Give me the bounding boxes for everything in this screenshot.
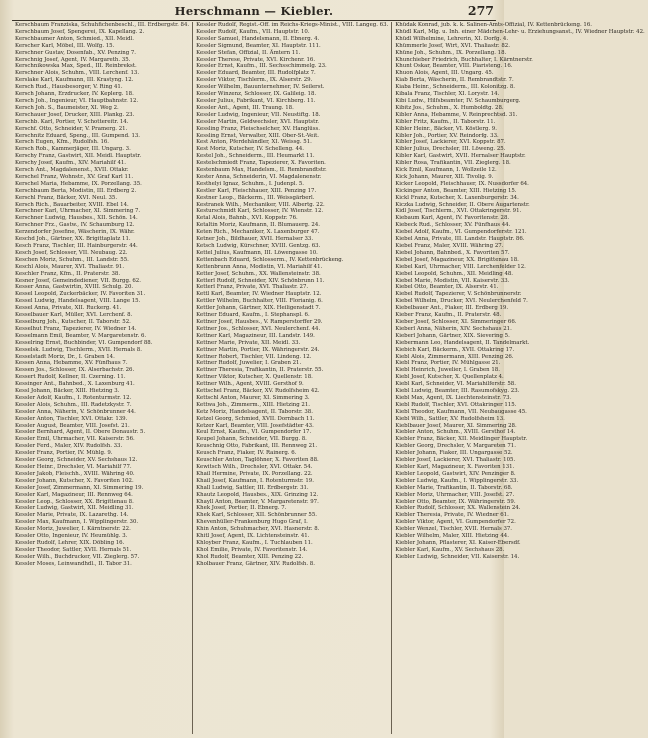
directory-entry: Keul Ernst, Kaufm., VI. Gumpendorfer 17. bbox=[196, 429, 312, 436]
directory-entry: Kessler Rudolf, Kaufm., VII. Hauptstr. 10. bbox=[196, 28, 310, 35]
directory-entry: Kerschnitz Eduard, Speng., III. Gumpend. 13. bbox=[15, 132, 141, 139]
directory-entry: Kerschy Josef, Kaufm., XIV. Mariahilf 41. bbox=[15, 160, 127, 167]
directory-entry: Khüdl Karl, Mlg. u. Inh. einer Mädchen-Lehr- u. Erziehungsanst., IV. Wiedner Hauptstr. 42. bbox=[395, 28, 645, 35]
directory-entry: Kesselhut Franz, Tapezierer, IV. Wiedner 14. bbox=[15, 325, 137, 332]
directory-entry: Kerschbaum Josef, Spengerei, IX. Kapellang. 2. bbox=[15, 28, 145, 35]
directory-entry: Kersch Johann, Erzdrucker, IV. Keplerg. 18. bbox=[15, 91, 134, 98]
directory-entry: Kiebler Theresia, Private, IV. Wiedner 61. bbox=[395, 512, 509, 519]
directory-entry: Kiebel Marie, Modistin, VII. Kaiserstr. 33. bbox=[395, 277, 510, 284]
directory-entry: Kiebel Anna, Private, III. Landstr. Hauptstr. 86. bbox=[395, 236, 525, 243]
directory-entry: Kiebler Anton, Schuhm., XVIII. Gersthof 14. bbox=[395, 429, 516, 436]
directory-entry: Kiebl Karl, Schneider, VI. Mariahilferstr. 58. bbox=[395, 381, 516, 388]
directory-entry: Kettner Karl, Magazineur, III. Landstr. 149. bbox=[196, 332, 315, 339]
directory-entry: Kibler Josef, Lackierer, XVI. Koppstr. 87. bbox=[395, 139, 506, 146]
directory-entry: Khitl Josef, Agent, IX. Lichtensteinstr. 41. bbox=[196, 533, 310, 540]
directory-entry: Keschd Joh., Gärtner, XX. Brigittaplatz 11. bbox=[15, 236, 131, 243]
directory-entry: Kessler Heinr., Drechsler, VI. Mariahilf 77. bbox=[15, 464, 132, 470]
page-header bbox=[12, 4, 496, 21]
running-head: Herschmann — Kiebler. bbox=[174, 4, 334, 18]
directory-entry: Khail Hermine, Private, IX. Porzellang. 22. bbox=[196, 470, 313, 477]
directory-entry: Kessinger Ant., Bahnbed., X. Laxenburg 41. bbox=[15, 381, 135, 388]
directory-entry: Kibler Anna, Hebamme, V. Reinprechtsd. 31. bbox=[395, 111, 518, 118]
directory-entry: Kiebl Max, Agent, IX. Liechtensteinstr. 73. bbox=[395, 394, 512, 401]
directory-entry: Keten Rich., Mechaniker, X. Laxenburger 47. bbox=[196, 229, 320, 236]
directory-entry: Kerschbaum Franziska, Schuhfichenbeschl., III. Erdbergstr. 84. bbox=[15, 22, 190, 28]
directory-entry: Kest Anton, Pferdehändler, XI. Weissg. 51. bbox=[196, 139, 312, 146]
directory-entry: Kiebl Alois, Zimmermann, XIII. Penzing 26. bbox=[395, 353, 514, 360]
directory-entry: Kessel Ludwig, Handelsagent, VIII. Lange 15. bbox=[15, 298, 141, 305]
directory-entry: Kiebler Ludwig, Kaufm., I. Wipplingerstr. 33. bbox=[395, 477, 519, 484]
directory-entry: Khayll Anton, Beamter, V. Margaretenstr. 97. bbox=[196, 498, 319, 505]
directory-entry: Kesselstadt Moriz, Dr., I. Graben 14. bbox=[15, 353, 115, 360]
directory-entry: Kessler Sigmund, Beamter, XI. Hauptstr. 111. bbox=[196, 42, 321, 49]
directory-entry: Keschl Alois, Maurer, XVI. Thaliastr. 91. bbox=[15, 263, 125, 270]
directory-entry: Kiebler Ludwig, Schneider, VII. Kaiserstr. 14. bbox=[395, 553, 520, 560]
directory-entry: Kesselring Ernst, Buchbinder, VI. Gumpendorf 88. bbox=[15, 339, 153, 346]
directory-entry: Kessler Karl, Magazineur, III. Rennweg 64. bbox=[15, 491, 133, 498]
directory-entry: Khall Ludwig, Sattler, III. Erdbergstr. 31. bbox=[196, 484, 309, 491]
directory-entry: Kettenbach Eduard, Schlosserm., IV. Kettenbrückeng. bbox=[196, 256, 344, 263]
directory-entry: Kestler Karl, Fleischhauer, XIII. Penzing 17. bbox=[196, 187, 317, 194]
directory-entry: Kiebl Heinrich, Juwelier, I. Graben 18. bbox=[395, 367, 500, 374]
directory-entry: Kieberl Anna, Näherin, XIV. Sechshaus 21. bbox=[395, 325, 512, 332]
directory-entry: Kesser Anna, Gastwirtin, XVIII. Schulg. 20. bbox=[15, 284, 134, 291]
directory-entry: Kessler Theodor, Sattler, XVII. Hernals 51. bbox=[15, 546, 132, 553]
directory-entry: Kessling Ernst, Verwalter, XIII. Ober-St.-Veit. bbox=[196, 132, 319, 139]
directory-entry: Kerschnikowska Max, Sped., III. Reinbrekst. bbox=[15, 63, 137, 70]
directory-entry: Kiebler Moriz, Uhrmacher, VIII. Josefst. 27. bbox=[395, 491, 515, 498]
directory-entry: Ketal Alois, Bahnb., XVI. Koppstr. 76. bbox=[196, 215, 298, 222]
directory-entry: Kesselmann Emil, Beamter, V. Margaretenstr. 6. bbox=[15, 332, 147, 339]
directory-entry: Kettner Josef, Hausbes., V. Ramperstorffer 29. bbox=[196, 318, 323, 325]
directory-entry: Kettschl Anton, Maurer, XI. Simmering 3. bbox=[196, 394, 310, 401]
directory-entry: Kiebler Georg, Drechsler, V. Margareten 71. bbox=[395, 443, 516, 450]
directory-entry: Kessler Ludwig, Ingenieur, VII. Neustiftg. 18. bbox=[196, 111, 321, 118]
directory-entry: Kessler Therese, Private, XVI. Kirchenr. 16. bbox=[196, 56, 316, 63]
directory-entry: Kettwa Joh., Zimmerm., XIII. Hietzing 21. bbox=[196, 401, 311, 408]
directory-entry: Kiebelbauer Ant., Fiaker, III. Erdberg 19. bbox=[395, 305, 509, 312]
directory-entry: Kettner Rudolf, Juwelier, I. Graben 21. bbox=[196, 360, 302, 367]
directory-entry: Kiebler Josef, Lackierer, XVI. Thaliastr. 105. bbox=[395, 457, 516, 464]
directory-entry: Kiebaum Karl, Agent, IV. Favoritenstr. 28. bbox=[395, 215, 510, 222]
directory-entry: Kessler Josef, Zimmermann, XI. Simmering 19. bbox=[15, 484, 144, 491]
directory-entry: Kettl Karl, Beamter, IV. Wiedner Hauptstr. 12. bbox=[196, 291, 322, 298]
directory-entry: Kiebler Karl, Kaufm., XV. Sechshaus 28. bbox=[395, 546, 505, 553]
directory-entry: Kieberl Johann, Gärtner, XIX. Sievering 5. bbox=[395, 332, 510, 339]
directory-entry: Kettner Martin, Portier, IX. Währingerstr. 24. bbox=[196, 346, 320, 353]
directory-entry: Kick Emil, Kaufmann, I. Wollzeile 12. bbox=[395, 167, 497, 174]
directory-entry: Kessler Franz, Portier, IV. Mühlg. 9. bbox=[15, 450, 113, 457]
directory-entry: Kiebl Franz, Portier, IV. Mühlgasse 21. bbox=[395, 360, 501, 367]
directory-entry: Kiebl Theodor, Kaufmann, VII. Neubaugasse 45. bbox=[395, 408, 527, 415]
directory-entry: Kersch Rob., Kammerjäger, III. Ungarg. 3. bbox=[15, 146, 131, 153]
directory-entry: Kessler Rudolf, Regist.-Off. im Reichs-Kriegs-Minist., VIII. Langeg. 63. bbox=[196, 22, 389, 28]
directory-entry: Kessler Anton, Tischler, XVI. Ottakr. 139. bbox=[15, 415, 128, 422]
directory-entry: Khunt Oskar, Beamter, VIII. Piaristeng. 16. bbox=[395, 63, 513, 70]
directory-entry: Kesthelyi Ignaz, Schuhm., I. Judenpl. 5. bbox=[196, 180, 304, 187]
directory-entry: Kesch Franz, Tischler, III. Hainburgerstr. 44. bbox=[15, 243, 138, 249]
directory-entry: Kessler Ant., Agent, III. Traung. 18. bbox=[196, 104, 294, 111]
directory-entry: Kessler Marie, Private, IX. Lazarethg. 14. bbox=[15, 512, 129, 519]
directory-entry: Keuschnig Otto, Fabrikant, III. Rennweg 21. bbox=[196, 443, 318, 450]
directory-entry: Kiebel Wilhelm, Drucker, XVI. Neulerchenfeld 7. bbox=[395, 298, 528, 305]
directory-entry: Kessler Jakob, Fleischh., XVIII. Währing 40. bbox=[15, 470, 135, 477]
directory-entry: Kicker Leopold, Fleischhauer, IX. Nussdorfer 64. bbox=[395, 180, 529, 187]
directory-entry: Kessel Leopold, Zuckerbäcker, IV. Favoriten 31. bbox=[15, 291, 146, 298]
directory-entry: Kettner Robert, Tischler, VII. Lindeng. 12. bbox=[196, 353, 312, 360]
directory-entry: Kersch Eugen, Kfm., Rudolfsh. 16. bbox=[15, 139, 110, 146]
directory-entry: Kerschf. Otto, Schneider, V. Pramerg. 21. bbox=[15, 125, 128, 132]
directory-entry: Kerschner Karl, Uhrmacher, XI. Simmering 7. bbox=[15, 208, 141, 215]
directory-entry: Kerscher Karl, Möbel, III. Wolfg. 15. bbox=[15, 42, 115, 49]
directory-entry: Kessler Julius, Fabrikant, VI. Kirchberg. 11. bbox=[196, 97, 316, 104]
directory-entry: Khümmerle Josef, Wirt, XVI. Thaliastr. 82. bbox=[395, 42, 510, 49]
directory-entry: Kerschb. Karl, Portier, V. Schottereitr. 14. bbox=[15, 118, 129, 125]
directory-entry: Kettner Marie, Private, XII. Meidl. 33. bbox=[196, 339, 301, 346]
directory-entry: Kestel Joh., Schneiderm., III. Heumarkt 11. bbox=[196, 153, 315, 160]
directory-entry: Kessler Martin, Geldwechsler, XVI. Hauptstr. bbox=[196, 118, 320, 125]
directory-entry: Kesselbauer Karl, Müller, XVI. Lerchenf. 8. bbox=[15, 312, 133, 319]
directory-entry: Kettschel Franz, Bäcker, XV. Rudolfsheim 42. bbox=[196, 388, 320, 395]
directory-entry: Kiebler Otto, Beamter, IX. Währingerstr. 59. bbox=[395, 498, 516, 505]
directory-entry: Kessler Wilhelm, Bauunternehmer, IV. Seilerst. bbox=[196, 84, 325, 91]
directory-entry: Kessel Anna, Private, XII. Ruckerg. 41. bbox=[15, 305, 122, 312]
directory-entry: Kiebel Johann, Bahnbed., X. Favoriten 57. bbox=[395, 249, 510, 256]
directory-entry: Khek Karl, Schlosser, XII. Schönbrunner 55. bbox=[196, 512, 317, 519]
directory-entry: Kessler Eduard, Beamter, III. Rudolfplatz 7. bbox=[196, 70, 316, 77]
directory-entry: Kettner Jos., Schlosser, XVI. Neulerchenf. 44. bbox=[196, 325, 321, 332]
directory-entry: Kerschel Franz, Wohnstr., XV. Graf Karl 11. bbox=[15, 173, 134, 180]
directory-entry: Kessler Ludwig, Gastwirt, XII. Meidling 31. bbox=[15, 505, 134, 512]
directory-entry: Kick Johann, Maurer, XII. Tivolig. 9. bbox=[395, 173, 494, 180]
directory-entry: Kiczka Ludwig, Schneider, II. Obere Augartenstr. bbox=[395, 201, 530, 208]
directory-entry: Kiebel Karl, Uhrmacher, VIII. Lerchenfelder 12. bbox=[395, 263, 526, 270]
directory-entry: Kiebler Wilhelm, Maler, XIII. Hietzing 44. bbox=[395, 533, 509, 540]
directory-entry: Ketz Moriz, Handelsagent, II. Taborstr. 38. bbox=[196, 408, 313, 415]
directory-entry: Khol Emilie, Private, IV. Favoritenstr. 14. bbox=[196, 546, 308, 553]
directory-entry: Kerschbaumer Anton, Schmied., XII. Meidl. bbox=[15, 35, 134, 42]
directory-entry: Ketter Josef, Schuhm., XX. Wallensteinstr. 38. bbox=[196, 270, 321, 277]
directory-entry: Kerschauer Josef, Drucker, XIII. Plankg. 23. bbox=[15, 111, 135, 118]
directory-entry: Keupel Johann, Schneider, VII. Burgg. 8. bbox=[196, 436, 307, 443]
directory-entry: Kettler Johann, Gärtner, XIX. Heiligenstadt 7. bbox=[196, 305, 321, 312]
directory-entry: Kettner Eduard, Kaufm., I. Stephanspl. 6. bbox=[196, 312, 310, 319]
directory-entry: Kettler Wilhelm, Buchhalter, VIII. Florianig. 6. bbox=[196, 298, 323, 305]
directory-entry: Kiaba Heinr., Schneiderm., III. Kolonitzg. 8. bbox=[395, 84, 515, 91]
directory-entry: Kessler Ferd., Maler, XIV. Rudolfsh. 33. bbox=[15, 443, 123, 450]
directory-entry: Kettenbrunn Anna, Modistin, VI. Mariahilf 41. bbox=[196, 263, 323, 270]
directory-entry: Kiebl Wilh., Sattler, XV. Rudolfsheim 13. bbox=[395, 415, 505, 422]
directory-entry: Kerzendorfer Josefine, Wäscherin, IX. Währ. bbox=[15, 229, 135, 236]
directory-entry: Kessler Viktor, Tischlerm., IX. Alserstr. 29. bbox=[196, 77, 313, 84]
directory-entry: Kibler Fritz, Kaufm., II. Taborstr. 11. bbox=[395, 118, 496, 125]
directory-entry: Kessler Johann, Kutscher, X. Favoriten 102. bbox=[15, 477, 134, 484]
directory-entry: Kiab Berta, Wäscherin, II. Rembrandtstr. 7. bbox=[395, 77, 514, 84]
directory-entry: Kewitsch Wilh., Drechsler, XVI. Ottakr. 54. bbox=[196, 464, 313, 470]
directory-entry: Kessler August, Beamter, VIII. Josefst. 21. bbox=[15, 422, 130, 429]
directory-entry: Khol Rudolf, Beamter, XIII. Penzing 22. bbox=[196, 553, 304, 560]
directory-entry: Kerschner Gustav, Dosenfab., XV. Penzing 7. bbox=[15, 49, 137, 56]
directory-entry: Kest Moriz, Kutscher, IV. Schelleng. 44. bbox=[196, 146, 305, 153]
directory-entry: Kiebler Johann, Fiaker, III. Ungargasse 52. bbox=[395, 450, 513, 457]
directory-entry: Kiebel Adolf, Kaufm., VI. Gumpendorferstr. 121. bbox=[395, 229, 527, 236]
directory-entry: Kickinger Anton, Beamter, XIII. Hietzing 15. bbox=[395, 187, 517, 194]
directory-entry: Kessert Rudolf, Kellner, II. Czerning. 11. bbox=[15, 374, 126, 381]
directory-entry: Kessler Moriz, Juwelier, I. Kärntnerstr. 22. bbox=[15, 526, 131, 533]
directory-entry: Kieblbauer Josef, Maurer, XI. Simmering 28. bbox=[395, 422, 517, 429]
directory-entry: Kerschner Alois, Schuhm., VIII. Lerchenf. 13. bbox=[15, 70, 140, 77]
directory-entry: Kestelschmiedt Franz, Tapezierer, X. Favoriten. bbox=[196, 160, 326, 167]
directory-entry: Kibitz Jos., Schuhm., X. Humboldtg. 28. bbox=[395, 104, 504, 111]
directory-entry: Kiebel Leopold, Schuhm., XII. Meidling 48. bbox=[395, 270, 514, 277]
directory-entry: Kibala Franz, Tischler, XI. Lorystr. 14. bbox=[395, 91, 500, 98]
directory-entry: Kibler Julius, Drechsler, III. Löweng. 25. bbox=[395, 146, 506, 153]
directory-entry: Kiebel Franz, Maler, XVIII. Währing 27. bbox=[395, 243, 504, 249]
column-3 bbox=[392, 22, 647, 734]
directory-entry: Kessler Max, Kaufmann, I. Wipplingerstr. 30. bbox=[15, 519, 139, 526]
directory-entry: Kibler Karl, Gastwirt, XVII. Hernalser Hauptstr. bbox=[395, 153, 526, 160]
page-number: 277 bbox=[467, 3, 494, 18]
directory-entry: Kerschy Franz, Gastwirt, XII. Meidl. Hauptstr. bbox=[15, 153, 142, 160]
directory-entry: Ketzer Karl, Beamter, VIII. Josefstädter 43. bbox=[196, 422, 314, 429]
directory-entry: Kholbauer Franz, Gärtner, XIV. Rudolfsh. 8. bbox=[196, 560, 315, 567]
directory-entry: Kestenbaum Max, Handelsm., II. Rembrandtstr. bbox=[196, 167, 327, 174]
directory-entry: Kessler Winzenz, Schlosser, IX. Galileig. 18. bbox=[196, 91, 317, 98]
directory-entry: Ketner Joh., Bildhauer, XVII. Hernalser 33. bbox=[196, 236, 314, 243]
directory-entry: Kiebler Viktor, Agent, VI. Gumpendorfer 72. bbox=[395, 519, 516, 526]
directory-entry: Kestranek Wilh., Mechaniker, VIII. Albertg. 22. bbox=[196, 201, 325, 208]
directory-entry: Kersch Joh. S., Baumeister, XI. Weg 2. bbox=[15, 104, 119, 111]
directory-entry: Kerschl Franz, Bäcker, XVI. Neul. 35. bbox=[15, 194, 118, 201]
directory-entry: Kiebler Wenzel, Tischler, XVII. Hernals 37. bbox=[395, 526, 513, 533]
directory-entry: Kettel Julius, Kaufmann, III. Löwengasse 10. bbox=[196, 249, 318, 256]
directory-entry: Khail Josef, Kaufmann, I. Rotenturmstr. 19. bbox=[196, 477, 314, 484]
directory-entry: Kettner Theresia, Trafikantin, II. Praterstr. 55. bbox=[196, 367, 324, 374]
directory-entry: Kidl Josef, Tischlerm., XVI. Ottakringerstr. 91. bbox=[395, 208, 522, 215]
directory-entry: Kiebel Rudolf, Tapezierer, V. Schönbrunnerstr. bbox=[395, 291, 522, 298]
directory-entry: Khautz Leopold, Hausbes., XIX. Grinzing 12. bbox=[196, 491, 319, 498]
directory-entry: Kesselburg Joh., Kutscher, II. Taborstr. 52. bbox=[15, 318, 131, 325]
directory-entry: Kerschnig Josef, Agent, IV. Margareth. 35. bbox=[15, 56, 131, 63]
directory-entry: Kiebel Otto, Beamter, IX. Alserstr. 41. bbox=[395, 284, 499, 291]
directory-entry: Ketterl Franz, Private, XVI. Thaliastr. 27. bbox=[196, 284, 309, 291]
directory-entry: Khloyber Franz, Kaufm., I. Tuchlauben 11. bbox=[196, 539, 313, 546]
column-1 bbox=[12, 22, 193, 734]
directory-entry: Kessler Otto, Ingenieur, IV. Heumühlg. 3. bbox=[15, 533, 128, 540]
directory-entry: Kiebler Johann, Pflasterer, XI. Kaiser-Ebersdf. bbox=[395, 539, 521, 546]
column-2 bbox=[193, 22, 392, 734]
directory-entry: Kestner Leop., Bäckerm., III. Weissgärberl. bbox=[196, 194, 315, 201]
directory-entry: Kettner Viktor, Kutscher, X. Quellenstr. 18. bbox=[196, 374, 313, 381]
directory-entry: Kessen Anna, Hebamme, XV. Fünfhaus 7. bbox=[15, 360, 128, 367]
directory-entry: Kerschner Ludwig, Hausbes., XII. Schön. 14. bbox=[15, 215, 138, 222]
directory-entry: Kiebler Franz, Bäcker, XII. Meidlinger Hauptstr. bbox=[395, 436, 528, 443]
directory-entry: Kiebler Karl, Magazineur, X. Favoriten 131. bbox=[395, 464, 515, 470]
directory-entry: Kibler Heinr., Bäcker, VI. Köstlerg. 9. bbox=[395, 125, 497, 132]
directory-entry: Kester Anna, Schneiderin, VI. Magdalenenstr. bbox=[196, 173, 322, 180]
directory-entry: Kibler Rosa, Trafikantin, VII. Zieglerg. 18. bbox=[395, 160, 511, 167]
columns bbox=[12, 22, 645, 734]
directory-entry: Kibler Joh., Portier, XV. Reindorfg. 33. bbox=[395, 132, 499, 139]
directory-entry: Khek Josef, Portier, II. Ebnerg. 7. bbox=[196, 505, 287, 512]
directory-entry: Kiebeck Rud., Schlosser, XV. Fünfhaus 44. bbox=[395, 222, 511, 229]
directory-entry: Kessl Johann, Bäcker, XIII. Hietzing 3. bbox=[15, 388, 120, 395]
directory-entry: Kesselsk. Ludwig, Tischlerm., XVII. Hernals 8. bbox=[15, 346, 142, 353]
directory-entry: Kiebel Josef, Magazineur, XX. Brigittenau 18. bbox=[395, 256, 519, 263]
directory-entry: Kiebich Karl, Bäckerm., XVII. Ottakring 17. bbox=[395, 346, 515, 353]
directory-entry: Kersch Rich., Bauarbeiter, XVIII. Ebel 14. bbox=[15, 201, 129, 208]
directory-entry: Kieber Josef, Schlosser, XI. Simmeringer 66. bbox=[395, 318, 517, 325]
directory-entry: Kettner Wilh., Agent, XVIII. Gersthof 9. bbox=[196, 381, 304, 388]
directory-entry: Ketsch Ludwig, Kürschner, XVIII. Gentzg. 63. bbox=[196, 243, 321, 249]
directory-entry: Khüdl Wilhelmine, Lehrerin, XI. Dorfg. 4. bbox=[395, 35, 509, 42]
directory-entry: Kessler Wilh., Buchdrucker, VII. Zieglerg. 57. bbox=[15, 553, 140, 560]
directory-entry: Keusch Franz, Fiaker, IV. Rainerg. 6. bbox=[196, 450, 297, 457]
directory-entry: Kiebler Rudolf, Schlosser, XX. Wallenstein 24. bbox=[395, 505, 521, 512]
directory-entry: Kesturschmidt Karl, Schlosser, IV. Wienstr. 12. bbox=[196, 208, 324, 215]
directory-entry: Kersch Rud., Hausbesorger, V. Ring 41. bbox=[15, 84, 123, 91]
directory-entry: Ketaltin Moriz, Kaufmann, II. Blumauerg. 24. bbox=[196, 222, 320, 229]
directory-entry: Kiebl Josef, Kutscher, X. Quellenplatz 4. bbox=[395, 374, 504, 381]
directory-entry: Keschler Franz, Kfm., II. Praterstr. 38. bbox=[15, 270, 121, 277]
directory-entry: Khin Anton, Schuhmacher, XVI. Hasnerstr. 8. bbox=[196, 526, 320, 533]
directory-entry: Khunchieber Friedrich, Buchhalter, I. Kärntnerstr. bbox=[395, 56, 533, 63]
directory-entry: Kiebl Ludwig, Beamter, III. Rasumofskyg. 23. bbox=[395, 388, 520, 395]
directory-entry: Kessler Moses, Leinwandhdl., II. Tabor 31. bbox=[15, 560, 132, 567]
directory-entry: Keschen Moriz, Schuhm., III. Landstr. 55. bbox=[15, 256, 129, 263]
directory-entry: Kessen Jos., Schlosser, IX. Alserbachstr. 26. bbox=[15, 367, 135, 374]
directory-entry: Kerslake Karl, Kaufmann, III. Krastyng. 12. bbox=[15, 77, 134, 84]
directory-entry: Kessler Georg, Schneider, XV. Sechshaus 12. bbox=[15, 457, 138, 464]
directory-entry: Kessler Ernst, Kaufm., III. Sechsschimmelg. 23. bbox=[196, 63, 327, 70]
directory-entry: Kessler Emil, Uhrmacher, VII. Kaiserstr. 56. bbox=[15, 436, 135, 443]
directory-entry: Kiebler Marie, Trafikantin, II. Taborstr. 68. bbox=[395, 484, 513, 491]
directory-entry: Khüne Joh., Schuhm., IX. Porzellang. 18. bbox=[395, 49, 507, 56]
directory-entry: Kerschner Frz., Gastw., IV. Schaumburg 12. bbox=[15, 222, 135, 229]
directory-entry: Kickl Franz, Kutscher, X. Laxenburgerstr. 34. bbox=[395, 194, 519, 201]
directory-entry: Kessler Samuel, Handelsmann, II. Ebnerg. 4. bbox=[196, 35, 320, 42]
directory-entry: Ketterl Rudolf, Schneider, XIV. Schönbrunn 11. bbox=[196, 277, 325, 284]
directory-entry: Kessling Franz, Fleischselcher, XV. Hanglüss. bbox=[196, 125, 320, 132]
directory-entry: Kessler Adolf, Kaufm., I. Rotenturmstr. 12. bbox=[15, 394, 132, 401]
directory-entry: Khevenhüller-Frankenburg Hugo Graf, I. bbox=[196, 519, 308, 526]
directory-entry: Kerschel Maria, Hebamme, IX. Porzellang. 35. bbox=[15, 180, 142, 187]
directory-entry: Ketzel Georg, Schmied, XVII. Dornbach 11. bbox=[196, 415, 315, 422]
directory-entry: Kersch Ant., Magdalenenst., XVII. Ottakr. bbox=[15, 167, 129, 174]
directory-entry: Kibi Ludw., Hilfsbeamter, IV. Schaumburgerg. bbox=[395, 97, 521, 104]
directory-entry: Kessler Stefan, Offizial, II. Ämtern 11. bbox=[196, 49, 301, 56]
directory-entry: Kerschbaum Berta, Modistin, III. Erdberg 2. bbox=[15, 187, 137, 194]
directory-entry: Keuschler Anton, Taglöhner, X. Favoriten 88. bbox=[196, 457, 319, 464]
directory-entry: Kiebler Leopold, Gastwirt, XIV. Penzinger 8. bbox=[395, 470, 516, 477]
directory-entry: Kessler Leop., Schlosser, XX. Brigittenau 8. bbox=[15, 498, 134, 505]
directory-entry: Khüdak Konrad, jub. k. k. Salinen-Amts-Offizial, IV. Kettenbrückeng. 16. bbox=[395, 22, 592, 28]
directory-entry: Kessler Anna, Näherin, V. Schönbrunner 44. bbox=[15, 408, 136, 415]
directory-entry: Kessler Alois, Schuhm., III. Radetzkystr. 7. bbox=[15, 401, 132, 408]
directory-entry: Kiebl Rudolf, Tischler, XVI. Ottakringer 115. bbox=[395, 401, 517, 408]
directory-entry: Khuon Alois, Agent, III. Ungarg. 45. bbox=[395, 70, 494, 77]
directory-entry: Kieber Franz, Kaufm., II. Praterstr. 48. bbox=[395, 312, 502, 319]
directory-entry: Kersch Joh., Ingenieur, VI. Hauptbahnstr. 12. bbox=[15, 97, 139, 104]
directory-entry: Kessler Bernhard, Agent, II. Obere Donaustr. 5. bbox=[15, 429, 146, 436]
directory-entry: Kiebermann Leo, Handelsagent, II. Tandelmarkt. bbox=[395, 339, 530, 346]
directory-entry: Kesner Josef, Gemeindediener, VII. Burgg. 62. bbox=[15, 277, 141, 284]
directory-entry: Kesch Josef, Schlosser, VII. Neubaug. 22. bbox=[15, 249, 128, 256]
directory-entry: Kessler Rudolf, Lehrer, XIX. Döbling 16. bbox=[15, 539, 125, 546]
